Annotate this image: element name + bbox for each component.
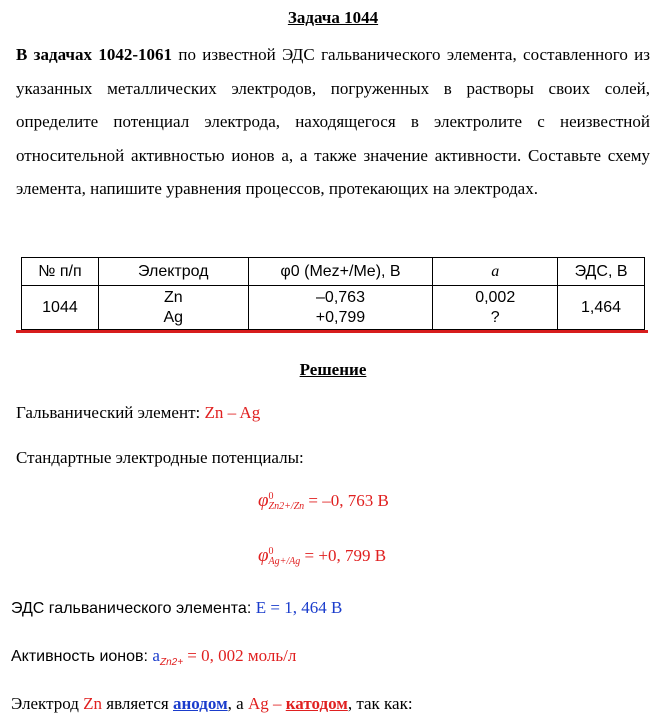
activity-label: Активность ионов: [11,648,153,665]
activity-zn: 0,002 [475,288,516,306]
cell-electrode [98,286,248,330]
potential-ag: +0,799 [315,308,366,326]
solution-title: Решение [299,360,367,379]
eq1-sub: Zn2+/Zn [268,501,305,513]
electrode-anode: Zn [163,288,183,306]
header-activity: a [433,258,558,286]
header-emf: ЭДС, В [558,258,645,286]
galvanic-line [16,403,260,423]
emf-line [11,598,342,618]
header-electrode: Электрод [98,258,248,286]
cell-activity [433,286,558,330]
table-header-row [22,258,645,286]
role-cathode: катодом [285,694,348,713]
activity-symbol: a [152,646,160,665]
emf-value: E = 1, 464 В [255,598,343,617]
galvanic-label: Гальванический элемент: [16,403,205,422]
role-zn: Zn [83,694,102,713]
electrode-cathode: Ag [163,308,184,326]
galvanic-value: Zn – Ag [204,403,261,422]
table-row [22,286,645,330]
electrode-role-line [11,694,413,714]
eq2-value: = +0, 799 В [300,546,387,565]
emf-label: ЭДС гальванического элемента: [11,600,256,617]
cell-emf: 1,464 [558,286,645,330]
role-ag: Ag – [247,694,282,713]
role-text-1: Электрод [11,694,84,713]
problem-lead: В задачах 1042-1061 [16,45,173,64]
phi-symbol: φ [258,545,269,566]
equation-ag [258,545,386,567]
activity-sub: Zn2+ [159,657,184,668]
activity-value: = 0, 002 моль/л [183,646,297,665]
header-potential: φ0 (Mez+/Me), В [248,258,433,286]
standard-potentials-label: Стандартные электродные потенциалы: [16,448,304,467]
eq1-sup: 0 [268,491,274,503]
phi-symbol: φ [258,490,269,511]
problem-statement [16,38,650,206]
red-divider [16,330,648,333]
activity-line [11,646,296,668]
eq2-sub: Ag+/Ag [268,556,301,568]
problem-text: по известной ЭДС гальванического элемента, составленного из указанных металлических электродов, погруженных в растворы своих солей, определите потенциал электрода, находящегося в электролите с неизвестной относительной активностью ионов а, а также значение активности. Составьте схему элемента, напишите уравнения процессов, протекающих на электродах. [16,45,650,198]
eq2-sup: 0 [268,546,274,558]
role-text-3: , а [227,694,248,713]
cell-potential [248,286,433,330]
activity-ag: ? [490,308,500,326]
role-text-5: , так как: [347,694,413,713]
eq1-value: = –0, 763 В [304,491,389,510]
data-table [21,257,645,330]
header-num: № п/п [22,258,99,286]
potential-zn: –0,763 [316,288,365,306]
role-text-2: является [102,694,173,713]
role-anode: анодом [172,694,228,713]
cell-num: 1044 [22,286,99,330]
problem-title: Задача 1044 [287,8,379,27]
equation-zn [258,490,389,512]
